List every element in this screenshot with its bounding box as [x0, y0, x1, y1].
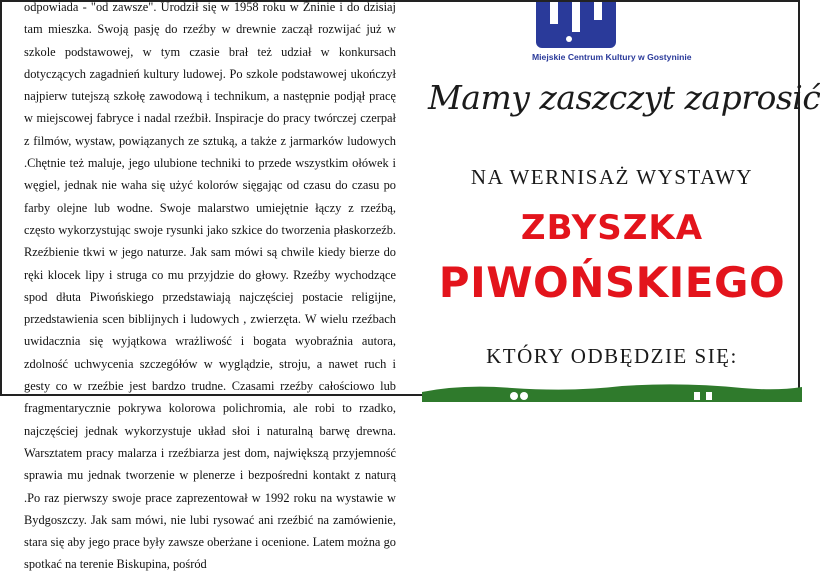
artist-first-name: ZBYSZKA — [520, 208, 704, 248]
mck-logo — [532, 2, 742, 68]
exhibition-subtitle: NA WERNISAŻ WYSTAWY — [470, 165, 754, 189]
artist-last-name: PIWOŃSKIEGO — [438, 258, 786, 307]
invitation-heading: Mamy zaszczyt zaprosić — [428, 78, 820, 117]
logo-caption: Miejskie Centrum Kultury w Gostyninie — [532, 52, 692, 62]
date-banner — [422, 382, 802, 402]
biography-text: odpowiada - "od zawsze". Urodził się w 1958 roku w Żninie i do dzisiaj tam mieszka. Swoją pasję do rzeźby w drewnie zaczął rozwijać już w szkole podstawowej, w tym czasie brał też udział w konkursach dotyczących zagadnień kultury ludowej. Po szkole podstawowej ukończył najpierw tutejszą szkołę zawodową i technikum, a następnie podjął pracę w miejscowej fabryce i nadal rzeźbił. Inspiracje do pracy twórczej czerpał z filmów, wystaw, powiązanych ze sztuką, a także z jarmarków ludowych .Chętnie też maluje, jego ulubione techniki to przede wszystkim ołówek i węgiel, jednak nie waha się użyć kolorów sięgając od czasu do czasu po farby olejne lub wodne. Swoje malarstwo umiejętnie łączy z rzeźbą, często wykorzystując swoje rysunki jako szkice do tworzenia płaskorzeźb. Rzeźbienie tkwi w jego naturze. Jak sam mówi są chwile kiedy bierze do ręki klocek lipy i struga co mu przyjdzie do głowy. Rzeźby wychodzące spod dłuta Piwońskiego przedstawiają najczęściej postacie religijne, przedstawienia scen biblijnych i ludowych , zwierzęta. W wielu rzeźbach uwidacznia się wyjątkowa wrażliwość i bogata wyobraźnia autora, zdolność uchwycenia szczegółów w wyglądzie, stroju, a nawet ruch i gesty co w rzeźbie jest bardzo trudne. Czasami rzeźby całościowo lub fragmentarycznie pokrywa kolorowa polichromia, ale robi to rzadko, najczęściej jednak wykorzystuje układ słoi i naturalną barwę drewna. Warsztatem pracy malarza i rzeźbiarza jest dom, największą przyjemność sprawia mu jednak tworzenie w plenerze i bezpośredni kontakt z naturą .Po raz pierwszy swoje prace zaprezentował w 1992 roku na wystawie w Bydgoszczy. Jak sam mówi, nie lubi rysować ani rzeźbić na zamówienie, stara się aby jego prace były zawsze oberżane i ocenione. Latem można go spotkać na terenie Biskupina, pośród — [24, 0, 396, 572]
invitation-column — [422, 2, 820, 398]
event-date-heading: KTÓRY ODBĘDZIE SIĘ: — [486, 344, 738, 368]
biography-column — [24, 0, 396, 572]
mck-logo-mark — [536, 2, 616, 48]
